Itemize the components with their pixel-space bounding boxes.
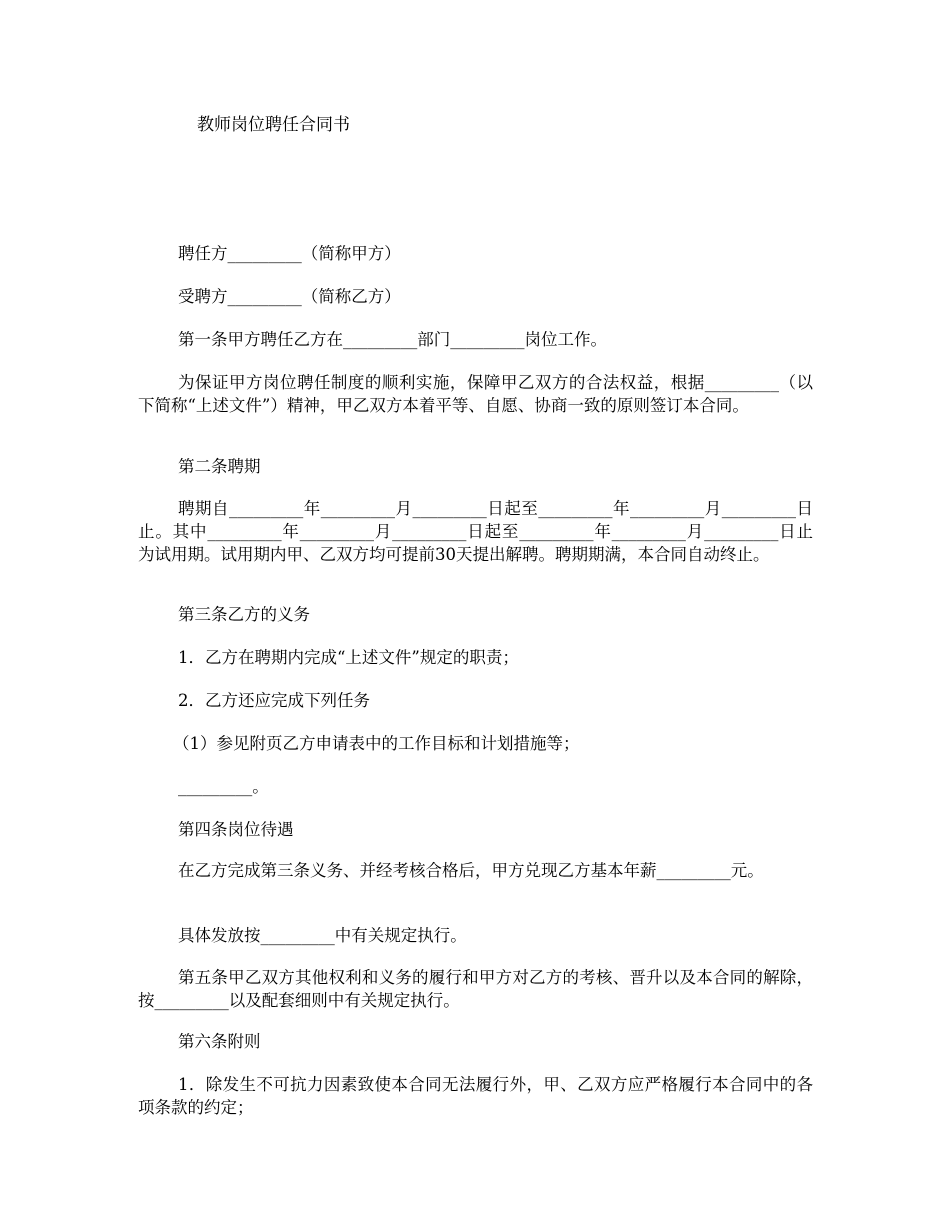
paragraph-purpose: 为保证甲方岗位聘任制度的顺利实施，保障甲乙双方的合法权益，根据_________（以下简称“上述文件”）精神，甲乙双方本着平等、自愿、协商一致的原则签订本合同。 <box>138 373 813 415</box>
paragraph-duty-2-item-1: （1）参见附页乙方申请表中的工作目标和计划措施等； <box>173 734 580 753</box>
paragraph-article-1: 第一条甲方聘任乙方在_________部门_________岗位工作。 <box>178 330 607 349</box>
paragraph-article-6-heading: 第六条附则 <box>178 1032 261 1051</box>
paragraph-duty-2: 2．乙方还应完成下列任务 <box>178 691 370 710</box>
paragraph-duty-2-blank: _________。 <box>178 777 269 796</box>
paragraph-article-2-heading: 第二条聘期 <box>178 457 261 476</box>
paragraph-supplementary-1: 1．除发生不可抗力因素致使本合同无法履行外，甲、乙双方应严格履行本合同中的各项条款的约定； <box>138 1075 813 1117</box>
paragraph-term: 聘期自_________年_________月_________日起至_________年_________月_________日止。其中_________年_________月_________日起至_________年_________月_________日止为试用期。试用期内甲、乙双方均可提前30天提出解聘。聘期期满，本合同自动终止。 <box>138 499 813 564</box>
paragraph-duty-1: 1．乙方在聘期内完成“上述文件”规定的职责； <box>178 648 519 667</box>
paragraph-article-5: 第五条甲乙双方其他权利和义务的履行和甲方对乙方的考核、晋升以及本合同的解除，按_________以及配套细则中有关规定执行。 <box>138 968 813 1010</box>
paragraph-salary: 在乙方完成第三条义务、并经考核合格后，甲方兑现乙方基本年薪_________元。 <box>178 861 764 880</box>
document-title: 教师岗位聘任合同书 <box>197 115 350 135</box>
paragraph-article-4-heading: 第四条岗位待遇 <box>178 820 294 839</box>
paragraph-employer: 聘任方_________（简称甲方） <box>178 244 401 263</box>
paragraph-article-3-heading: 第三条乙方的义务 <box>178 605 310 624</box>
paragraph-payment: 具体发放按_________中有关规定执行。 <box>178 926 467 945</box>
paragraph-employee: 受聘方_________（简称乙方） <box>178 287 401 306</box>
